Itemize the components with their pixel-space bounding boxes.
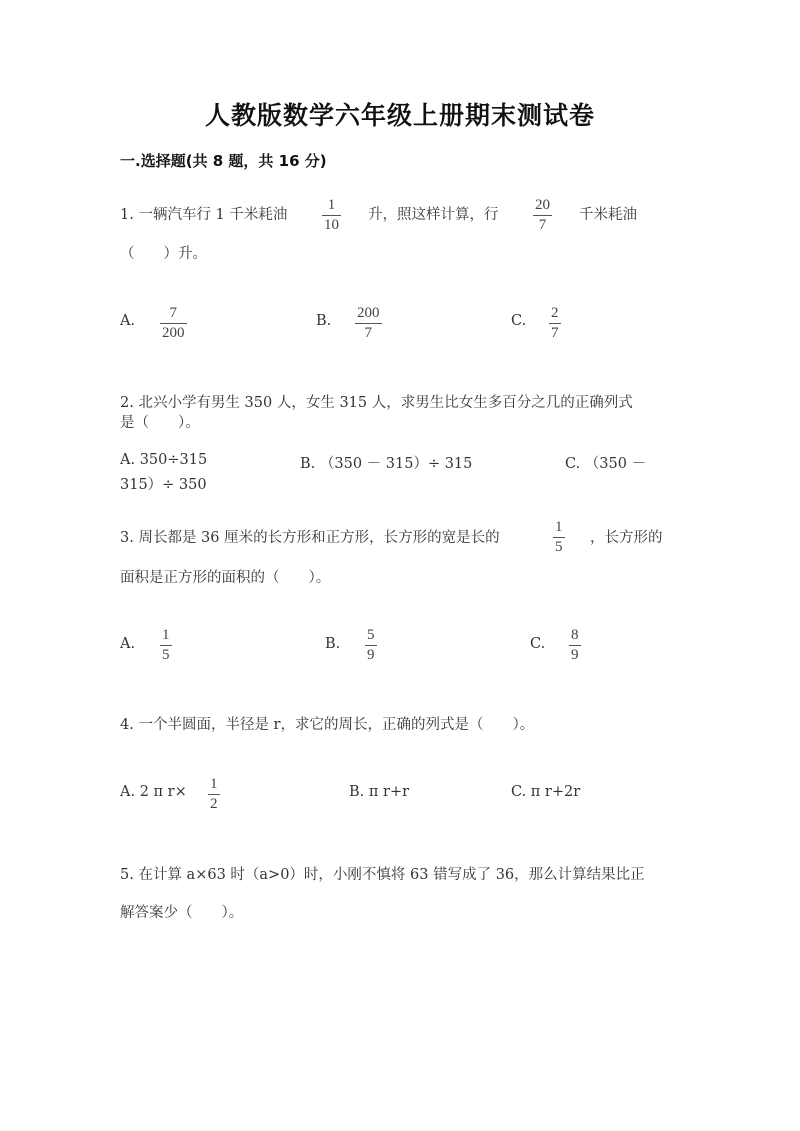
numerator: 2	[551, 305, 559, 321]
q1-option-c-fraction	[549, 306, 561, 341]
q3-option-c-label: C.	[530, 636, 546, 652]
denominator: 9	[367, 647, 375, 663]
numerator: 1	[162, 627, 170, 643]
q1-fraction-1	[322, 198, 341, 233]
numerator: 1	[555, 519, 563, 535]
denominator: 2	[210, 796, 218, 812]
q3-fraction	[553, 520, 565, 555]
q1-fraction-2-denominator: 7	[538, 217, 547, 233]
q5-text-line1: 5. 在计算 a×63 时（a>0）时，小刚不慎将 63 错写成了 36，那么计算结果比正	[120, 867, 645, 883]
q2-option-c-continued: 315）÷ 350	[120, 477, 207, 493]
denominator: 200	[162, 325, 185, 341]
q1-option-b-label: B.	[316, 313, 332, 329]
q3-option-b-label: B.	[325, 636, 341, 652]
q4-option-a-label: A. 2 π r×	[120, 784, 187, 800]
q3-option-b-fraction	[365, 628, 377, 663]
q2-option-b: B. （350 － 315）÷ 315	[300, 456, 473, 472]
q1-fraction-1-denominator: 10	[324, 217, 339, 233]
q1-option-a-fraction	[160, 306, 187, 341]
numerator: 1	[210, 776, 218, 792]
q3-text-part2: ，长方形的	[590, 530, 663, 546]
q2-option-a: A. 350÷315	[120, 452, 208, 468]
numerator: 7	[169, 305, 177, 321]
q1-text-part3: 千米耗油	[579, 207, 637, 223]
q4-option-a-fraction	[208, 777, 220, 812]
q3-text-part1: 3. 周长都是 36 厘米的长方形和正方形，长方形的宽是长的	[120, 530, 500, 546]
q1-text-part2: 升，照这样计算，行	[368, 207, 499, 223]
q3-option-c-fraction	[569, 628, 581, 663]
q1-option-a-label: A.	[120, 313, 136, 329]
denominator: 5	[162, 647, 170, 663]
q2-text-line1: 2. 北兴小学有男生 350 人，女生 315 人，求男生比女生多百分之几的正确列式	[120, 395, 633, 411]
q2-option-c: C. （350 －	[565, 456, 647, 472]
q1-text-line2: （ ）升。	[120, 246, 207, 262]
q1-fraction-1-numerator: 1	[327, 197, 336, 213]
numerator: 200	[357, 305, 380, 321]
q1-fraction-2	[533, 198, 552, 233]
q4-text-line1: 4. 一个半圆面，半径是 r，求它的周长，正确的列式是（ ）。	[120, 717, 535, 733]
q1-option-c-label: C.	[511, 313, 527, 329]
q5-text-line2: 解答案少（ ）。	[120, 905, 244, 921]
denominator: 7	[364, 325, 372, 341]
q3-option-a-fraction	[160, 628, 172, 663]
q1-fraction-2-numerator: 20	[535, 197, 550, 213]
q4-option-b: B. π r+r	[349, 784, 410, 800]
denominator: 9	[571, 647, 579, 663]
q2-text-line2: 是（ ）。	[120, 415, 200, 431]
numerator: 8	[571, 627, 579, 643]
denominator: 5	[555, 539, 563, 555]
q1-text-part1: 1. 一辆汽车行 1 千米耗油	[120, 207, 288, 223]
q1-option-b-fraction	[355, 306, 382, 341]
section-heading: 一.选择题(共 8 题，共 16 分)	[120, 152, 327, 170]
numerator: 5	[367, 627, 375, 643]
q3-text-line2: 面积是正方形的面积的（ ）。	[120, 570, 331, 586]
page-title: 人教版数学六年级上册期末测试卷	[204, 101, 595, 130]
q4-option-c: C. π r+2r	[511, 784, 581, 800]
denominator: 7	[551, 325, 559, 341]
q3-option-a-label: A.	[120, 636, 136, 652]
